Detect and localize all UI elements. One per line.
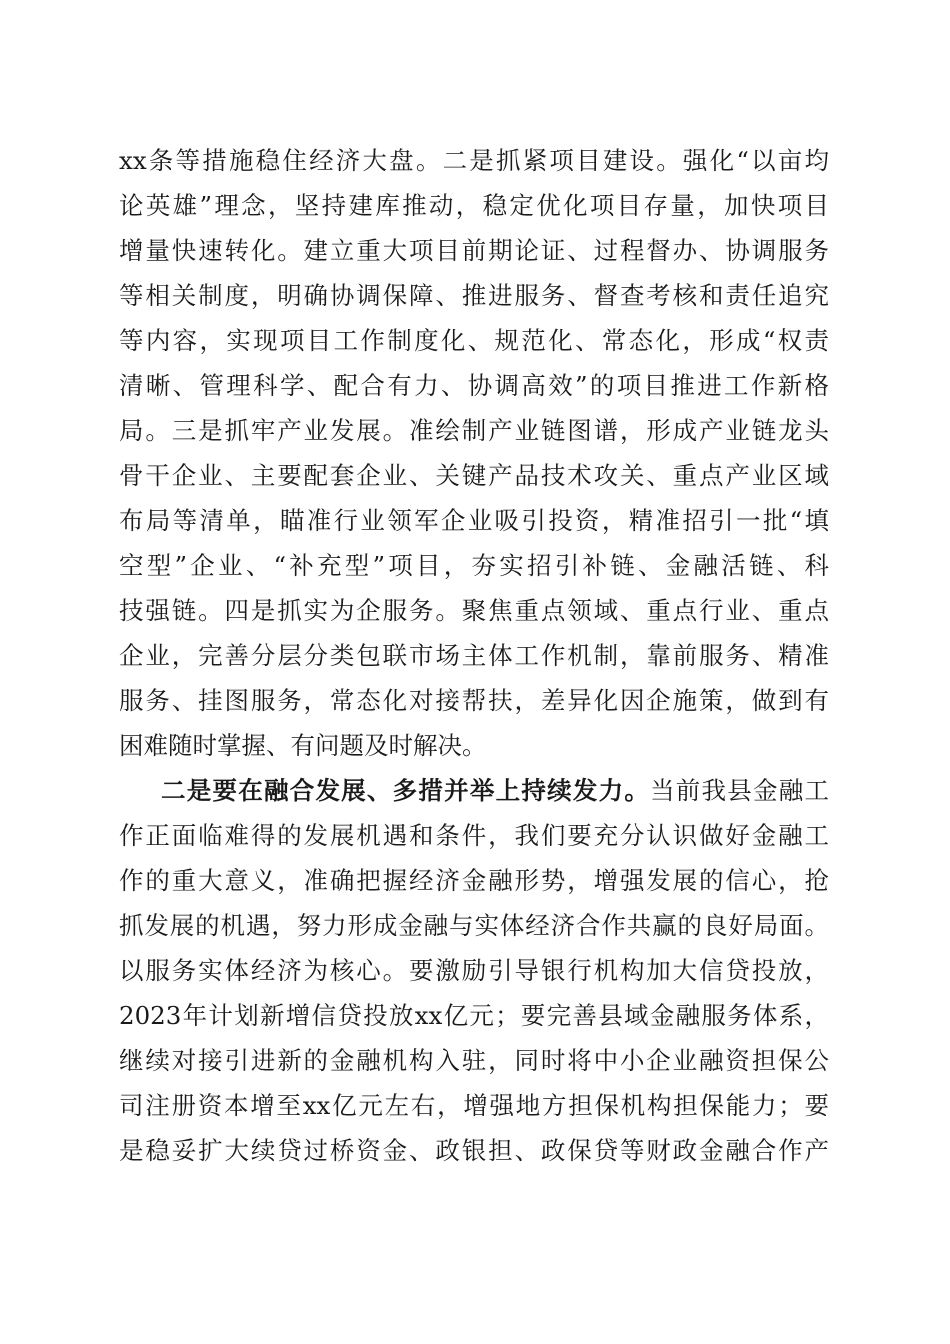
text-line: 等相关制度，明确协调保障、推进服务、督查考核和责任追究 <box>119 281 829 310</box>
text-line: 是稳妥扩大续贷过桥资金、政银担、政保贷等财政金融合作产 <box>119 1136 829 1165</box>
text-line: 企业，完善分层分类包联市场主体工作机制，靠前服务、精准 <box>119 641 829 670</box>
text-line: 服务、挂图服务，常态化对接帮扶，差异化因企施策，做到有 <box>119 686 829 715</box>
text-line: 空型”企业、“补充型”项目，夯实招引补链、金融活链、科 <box>119 551 829 580</box>
text-line: 增量快速转化。建立重大项目前期论证、过程督办、协调服务 <box>119 236 829 265</box>
text-line: 骨干企业、主要配套企业、关键产品技术攻关、重点产业区域 <box>119 461 829 490</box>
text-line: 司注册资本增至xx亿元左右，增强地方担保机构担保能力；要 <box>119 1091 829 1120</box>
text-line: 作的重大意义，准确把握经济金融形势，增强发展的信心，抢 <box>119 866 829 895</box>
text-line: 以服务实体经济为核心。要激励引导银行机构加大信贷投放， <box>119 956 829 985</box>
paragraph-heading-line <box>161 769 829 813</box>
text-line: 局。三是抓牢产业发展。准绘制产业链图谱，形成产业链龙头 <box>119 416 829 445</box>
text-line: 等内容，实现项目工作制度化、规范化、常态化，形成“权责 <box>119 326 829 355</box>
text-line: 清晰、管理科学、配合有力、协调高效”的项目推进工作新格 <box>119 371 829 400</box>
text-line: 困难随时掌握、有问题及时解决。 <box>119 731 487 760</box>
text-line: 继续对接引进新的金融机构入驻，同时将中小企业融资担保公 <box>119 1046 829 1075</box>
text-line: 布局等清单，瞄准行业领军企业吸引投资，精准招引一批“填 <box>119 506 829 535</box>
text-line: 抓发展的机遇，努力形成金融与实体经济合作共赢的良好局面。 <box>119 911 829 940</box>
text-line: 论英雄”理念，坚持建库推动，稳定优化项目存量，加快项目 <box>119 191 829 220</box>
text-line: 技强链。四是抓实为企服务。聚焦重点领域、重点行业、重点 <box>119 596 829 625</box>
text-line: 2023年计划新增信贷投放xx亿元；要完善县域金融服务体系， <box>119 1001 829 1030</box>
section-heading: 二是要在融合发展、多措并举上持续发力。 <box>161 776 651 805</box>
text-line: 作正面临难得的发展机遇和条件，我们要充分认识做好金融工 <box>119 821 829 850</box>
text-line: xx条等措施稳住经济大盘。二是抓紧项目建设。强化“以亩均 <box>119 146 829 175</box>
text-span: 当前我县金融工 <box>650 776 829 805</box>
